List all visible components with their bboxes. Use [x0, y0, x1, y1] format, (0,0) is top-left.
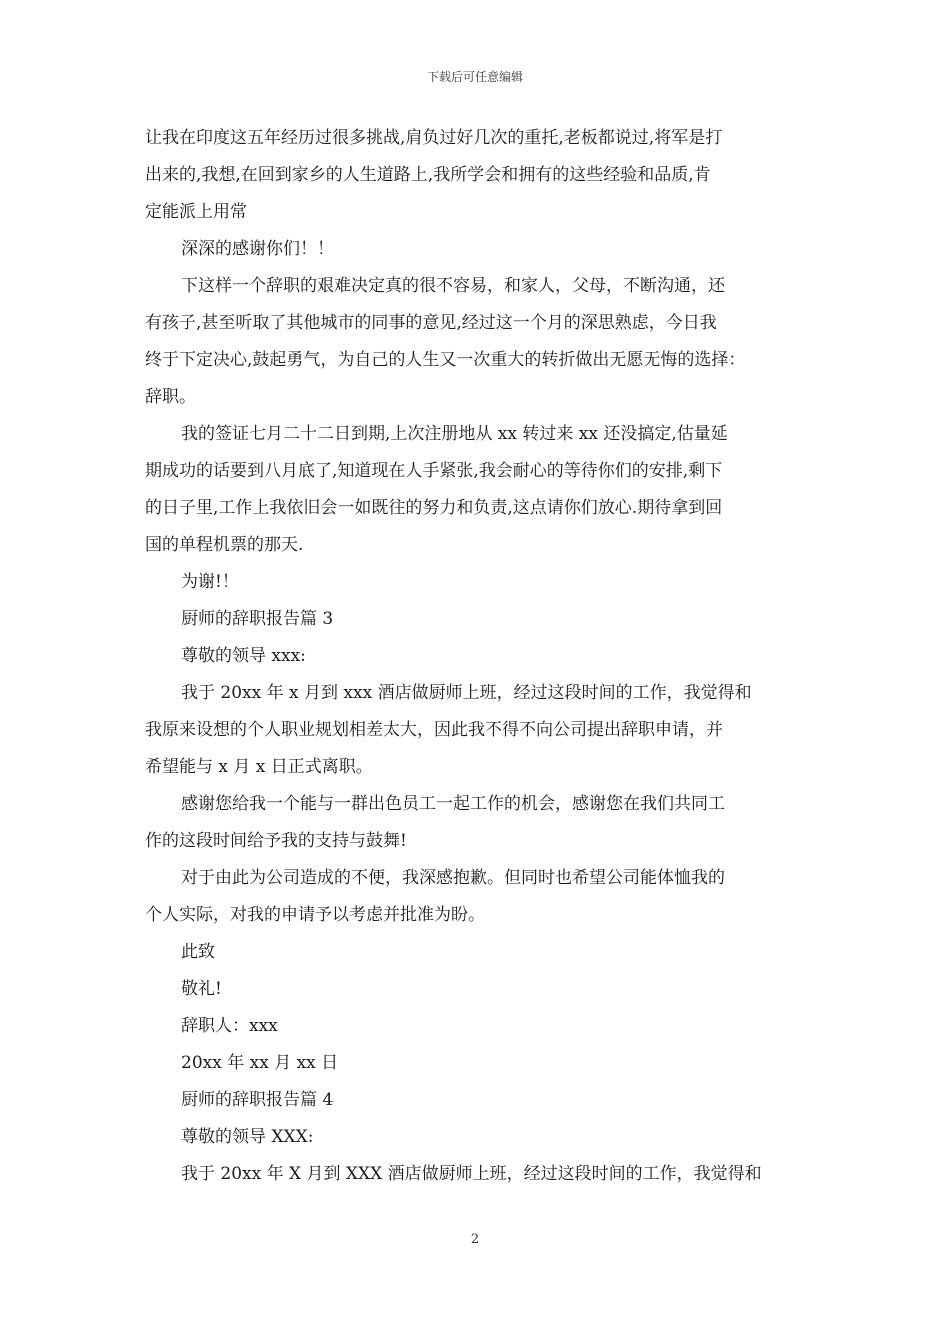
salutation: 尊敬的领导 XXX:: [181, 1127, 314, 1147]
section-heading: 厨师的辞职报告篇 3: [181, 609, 334, 629]
text-line: 对于由此为公司造成的不便，我深感抱歉。但同时也希望公司能体恤我的: [181, 868, 725, 888]
text-line: 定能派上用常: [145, 202, 247, 222]
text-line: 让我在印度这五年经历过很多挑战,肩负过好几次的重托,老板都说过,将军是打: [145, 128, 723, 148]
closing-line: 此致: [181, 942, 215, 962]
text-line: 下这样一个辞职的艰难决定真的很不容易，和家人，父母，不断沟通，还: [181, 276, 725, 296]
text-line: 感谢您给我一个能与一群出色员工一起工作的机会，感谢您在我们共同工: [181, 794, 725, 814]
text-line: 国的单程机票的那天.: [145, 535, 304, 555]
document-body: [145, 120, 815, 1193]
text-line: 深深的感谢你们！！: [181, 239, 334, 259]
text-line: 为谢!！: [181, 572, 239, 592]
text-line: 我的签证七月二十二日到期,上次注册地从 xx 转过来 xx 还没搞定,估量延: [181, 424, 728, 444]
text-line: 作的这段时间给予我的支持与鼓舞!: [145, 831, 407, 851]
text-line: 终于下定决心,鼓起勇气，为自己的人生又一次重大的转折做出无愿无悔的选择：: [145, 350, 746, 370]
salutation: 尊敬的领导 xxx:: [181, 646, 306, 666]
section-heading: 厨师的辞职报告篇 4: [181, 1090, 334, 1110]
page-number: 2: [470, 1232, 480, 1247]
text-line: 的日子里,工作上我依旧会一如既往的努力和负责,这点请你们放心.期待拿到回: [145, 498, 723, 518]
text-line: 有孩子,甚至听取了其他城市的同事的意见,经过这一个月的深思熟虑，今日我: [145, 313, 717, 333]
text-line: 希望能与 x 月 x 日正式离职。: [145, 757, 373, 777]
date-line: 20xx 年 xx 月 xx 日: [181, 1053, 339, 1073]
text-line: 我于 20xx 年 X 月到 XXX 酒店做厨师上班，经过这段时间的工作，我觉得和: [181, 1164, 762, 1184]
text-line: 我于 20xx 年 x 月到 xxx 酒店做厨师上班，经过这段时间的工作，我觉得和: [181, 683, 752, 703]
text-line: 个人实际，对我的申请予以考虑并批准为盼。: [145, 905, 485, 925]
page-header: 下载后可任意编辑: [426, 70, 523, 84]
text-line: 我原来设想的个人职业规划相差太大，因此我不得不向公司提出辞职申请，并: [145, 720, 723, 740]
closing-line: 敬礼!: [181, 979, 222, 999]
text-line: 辞职。: [145, 387, 196, 407]
signature-line: 辞职人：xxx: [181, 1016, 278, 1036]
text-line: 出来的,我想,在回到家乡的人生道路上,我所学会和拥有的这些经验和品质,肯: [145, 165, 711, 185]
text-line: 期成功的话要到八月底了,知道现在人手紧张,我会耐心的等待你们的安排,剩下: [145, 461, 723, 481]
